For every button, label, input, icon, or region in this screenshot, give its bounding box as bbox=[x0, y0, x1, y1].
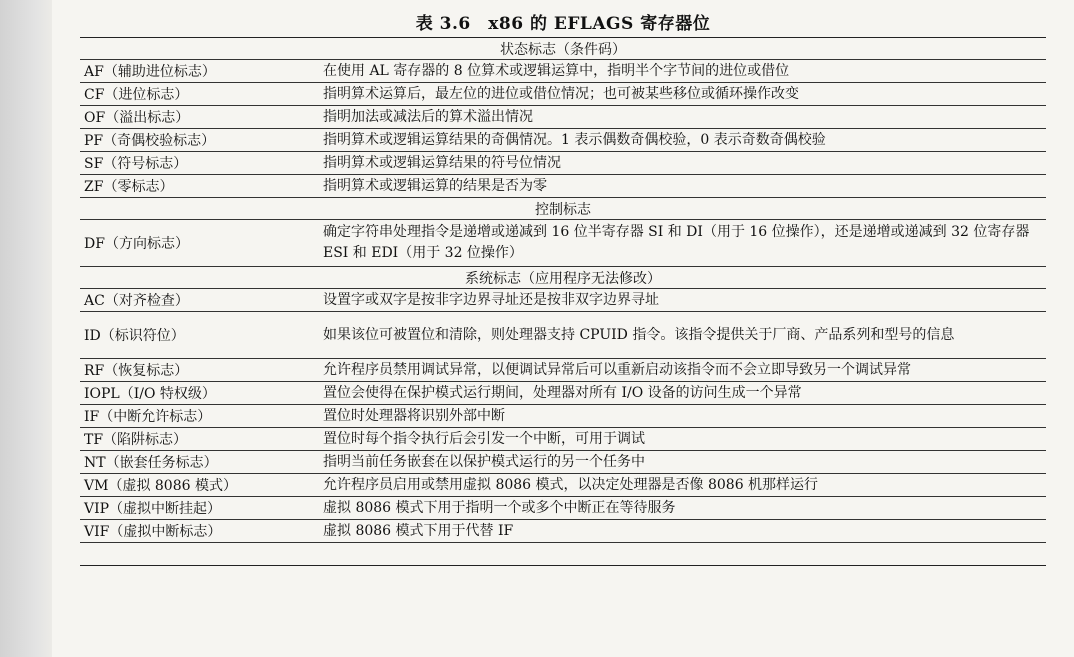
flag-name: SF（符号标志） bbox=[80, 152, 317, 175]
flag-description: 虚拟 8086 模式下用于代替 IF bbox=[317, 520, 1046, 543]
flag-name: VM（虚拟 8086 模式） bbox=[80, 474, 317, 497]
table-row bbox=[80, 175, 1046, 198]
table-row bbox=[80, 520, 1046, 543]
flag-description: 指明算术或逻辑运算结果的奇偶情况。1 表示偶数奇偶校验，0 表示奇数奇偶校验 bbox=[317, 129, 1046, 152]
flag-name: RF（恢复标志） bbox=[80, 359, 317, 382]
flag-name: IF（中断允许标志） bbox=[80, 405, 317, 428]
book-page bbox=[52, 0, 1074, 657]
table-row bbox=[80, 405, 1046, 428]
table-row bbox=[80, 428, 1046, 451]
flag-name: VIP（虚拟中断挂起） bbox=[80, 497, 317, 520]
section-heading-label: 状态标志（条件码） bbox=[80, 38, 1046, 60]
flag-name: IOPL（I/O 特权级） bbox=[80, 382, 317, 405]
section-heading-status bbox=[80, 38, 1046, 60]
table-row bbox=[80, 83, 1046, 106]
flag-description: 在使用 AL 寄存器的 8 位算术或逻辑运算中，指明半个字节间的进位或借位 bbox=[317, 60, 1046, 83]
flag-name bbox=[80, 543, 317, 566]
flag-description: 确定字符串处理指令是递增或递减到 16 位半寄存器 SI 和 DI（用于 16 位操作），还是递增或递减到 32 位寄存器 ESI 和 EDI（用于 32 位操作） bbox=[317, 220, 1046, 267]
section-heading-label: 控制标志 bbox=[80, 198, 1046, 220]
flag-name: ID（标识符位） bbox=[80, 312, 317, 359]
table-row bbox=[80, 220, 1046, 267]
flag-description: 指明加法或减法后的算术溢出情况 bbox=[317, 106, 1046, 129]
flag-description: 置位时处理器将识别外部中断 bbox=[317, 405, 1046, 428]
table-row bbox=[80, 382, 1046, 405]
table-row bbox=[80, 497, 1046, 520]
section-heading-system bbox=[80, 267, 1046, 289]
table-row bbox=[80, 312, 1046, 359]
table-row bbox=[80, 106, 1046, 129]
section-heading-control bbox=[80, 198, 1046, 220]
flag-name: PF（奇偶校验标志） bbox=[80, 129, 317, 152]
flag-description: 允许程序员启用或禁用虚拟 8086 模式，以决定处理器是否像 8086 机那样运行 bbox=[317, 474, 1046, 497]
page-gutter bbox=[0, 0, 52, 657]
flag-name: TF（陷阱标志） bbox=[80, 428, 317, 451]
table-caption: 表 3.6 x86 的 EFLAGS 寄存器位 bbox=[415, 14, 711, 34]
flag-name: AC（对齐检查） bbox=[80, 289, 317, 312]
flag-description: 指明算术或逻辑运算结果的符号位情况 bbox=[317, 152, 1046, 175]
flag-name: ZF（零标志） bbox=[80, 175, 317, 198]
flag-name: OF（溢出标志） bbox=[80, 106, 317, 129]
table-row bbox=[80, 289, 1046, 312]
table-row bbox=[80, 359, 1046, 382]
flag-description: 如果该位可被置位和清除，则处理器支持 CPUID 指令。该指令提供关于厂商、产品系列和型号的信息 bbox=[317, 312, 1046, 359]
table-row bbox=[80, 152, 1046, 175]
table-row bbox=[80, 451, 1046, 474]
flag-description: 允许程序员禁用调试异常，以便调试异常后可以重新启动该指令而不会立即导致另一个调试异常 bbox=[317, 359, 1046, 382]
flag-name: DF（方向标志） bbox=[80, 220, 317, 267]
table-row bbox=[80, 60, 1046, 83]
flag-description: 指明算术运算后，最左位的进位或借位情况；也可被某些移位或循环操作改变 bbox=[317, 83, 1046, 106]
flag-name: VIF（虚拟中断标志） bbox=[80, 520, 317, 543]
flag-name: AF（辅助进位标志） bbox=[80, 60, 317, 83]
table-row bbox=[80, 543, 1046, 566]
table-row bbox=[80, 129, 1046, 152]
flag-description: 置位时每个指令执行后会引发一个中断，可用于调试 bbox=[317, 428, 1046, 451]
eflags-table bbox=[80, 37, 1046, 566]
flag-description bbox=[317, 543, 1046, 566]
flag-description: 指明算术或逻辑运算的结果是否为零 bbox=[317, 175, 1046, 198]
flag-description: 设置字或双字是按非字边界寻址还是按非双字边界寻址 bbox=[317, 289, 1046, 312]
flag-description: 置位会使得在保护模式运行期间，处理器对所有 I/O 设备的访问生成一个异常 bbox=[317, 382, 1046, 405]
table-row bbox=[80, 474, 1046, 497]
flag-name: NT（嵌套任务标志） bbox=[80, 451, 317, 474]
flag-description: 虚拟 8086 模式下用于指明一个或多个中断正在等待服务 bbox=[317, 497, 1046, 520]
flag-description: 指明当前任务嵌套在以保护模式运行的另一个任务中 bbox=[317, 451, 1046, 474]
flag-name: CF（进位标志） bbox=[80, 83, 317, 106]
section-heading-label: 系统标志（应用程序无法修改） bbox=[80, 267, 1046, 289]
